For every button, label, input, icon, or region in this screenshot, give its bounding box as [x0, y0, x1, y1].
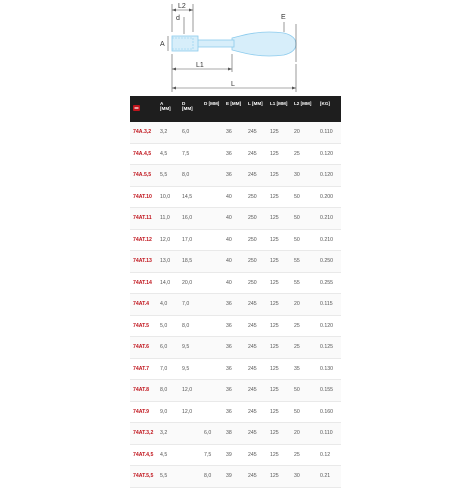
table-row [130, 359, 341, 381]
table-row [130, 402, 341, 424]
cell-col-ref[interactable]: 74A.3,2 [133, 129, 152, 135]
cell-col-l: 250 [248, 215, 257, 221]
cell-col-l: 245 [248, 365, 257, 372]
cell-col-a: 7,0 [160, 365, 168, 372]
facom-logo-icon [133, 105, 140, 111]
cell-col-e: 40 [226, 236, 232, 243]
header-col-l: L [MM] [248, 101, 263, 106]
cell-col-kg: 0.160 [320, 408, 333, 415]
table-row [130, 165, 341, 187]
cell-col-l1: 125 [270, 322, 279, 329]
cell-col-l: 245 [248, 150, 257, 157]
cell-col-a: 14,0 [160, 279, 171, 286]
handle-shape [232, 32, 296, 56]
cell-col-l2: 35 [294, 365, 300, 372]
cell-col-l1: 125 [270, 451, 279, 458]
cell-col-d: 12,0 [182, 387, 193, 393]
cell-col-l: 250 [248, 193, 257, 200]
label-l2: L2 [178, 3, 186, 10]
cell-col-a: 5,5 [160, 473, 168, 479]
table-header [130, 96, 341, 122]
cell-col-d: 7,0 [182, 301, 190, 307]
cell-col-a: 6,0 [160, 344, 168, 350]
cell-col-l: 245 [248, 322, 257, 329]
cell-col-l1: 125 [270, 215, 279, 221]
cell-col-kg: 0.110 [320, 129, 333, 135]
table-row [130, 273, 341, 295]
cell-col-l: 250 [248, 258, 257, 264]
label-e: E [281, 14, 286, 21]
cell-col-d-alt: 6,0 [204, 430, 212, 436]
cell-col-ref[interactable]: 74A.5,5 [133, 172, 152, 178]
cell-col-ref[interactable]: 74AT.8 [133, 387, 150, 393]
cell-col-l: 245 [248, 172, 257, 178]
cell-col-d: 14,5 [182, 193, 193, 200]
header-col-d-alt: D [MM] [204, 101, 220, 106]
cell-col-ref[interactable]: 74AT.9 [133, 408, 150, 415]
cell-col-kg: 0.210 [320, 236, 333, 243]
cell-col-l: 245 [248, 344, 257, 350]
cell-col-kg: 0.12 [320, 451, 331, 458]
cell-col-kg: 0.110 [320, 430, 333, 436]
cell-col-l: 245 [248, 473, 257, 479]
cell-col-a: 4,5 [160, 451, 168, 458]
cell-col-e: 39 [226, 451, 232, 458]
cell-col-a: 4,0 [160, 301, 168, 307]
cell-col-a: 3,2 [160, 129, 168, 135]
header-col-a: A [MM] [160, 101, 171, 112]
table-row [130, 122, 341, 144]
cell-col-l2: 25 [294, 150, 300, 157]
cell-col-l2: 30 [294, 172, 300, 178]
cell-col-l1: 125 [270, 365, 279, 372]
cell-col-l2: 20 [294, 430, 300, 436]
cell-col-a: 4,5 [160, 150, 168, 157]
cell-col-l1: 125 [270, 430, 279, 436]
cell-col-l2: 25 [294, 451, 300, 458]
cell-col-l1: 125 [270, 279, 279, 286]
cell-col-kg: 0.120 [320, 150, 333, 157]
cell-col-l2: 20 [294, 129, 300, 135]
cell-col-a: 5,0 [160, 322, 168, 329]
cell-col-ref[interactable]: 74A.4,5 [133, 150, 152, 157]
table-row [130, 423, 341, 445]
cell-col-d: 6,0 [182, 129, 190, 135]
cell-col-e: 36 [226, 150, 232, 157]
cell-col-l1: 125 [270, 172, 279, 178]
cell-col-l1: 125 [270, 258, 279, 264]
cell-col-a: 3,2 [160, 430, 168, 436]
cell-col-kg: 0.250 [320, 258, 333, 264]
cell-col-l2: 30 [294, 473, 300, 479]
cell-col-e: 40 [226, 258, 232, 264]
table-row [130, 208, 341, 230]
cell-col-e: 36 [226, 322, 232, 329]
cell-col-d-alt: 7,5 [204, 451, 212, 458]
label-d: d [176, 15, 180, 22]
cell-col-kg: 0.155 [320, 387, 333, 393]
cell-col-l: 250 [248, 236, 257, 243]
cell-col-l2: 25 [294, 322, 300, 329]
cell-col-a: 8,0 [160, 387, 168, 393]
label-a: A [160, 41, 165, 48]
cell-col-d: 18,5 [182, 258, 193, 264]
cell-col-ref[interactable]: 74AT.6 [133, 344, 150, 350]
cell-col-e: 36 [226, 129, 232, 135]
cell-col-a: 10,0 [160, 193, 171, 200]
header-col-e: E [MM] [226, 101, 242, 106]
cell-col-ref[interactable]: 74AT.11 [133, 215, 152, 221]
cell-col-ref[interactable]: 74AT.12 [133, 236, 152, 243]
cell-col-ref[interactable]: 74AT.10 [133, 193, 152, 200]
cell-col-d: 9,5 [182, 344, 190, 350]
cell-col-l2: 50 [294, 387, 300, 393]
table-row [130, 445, 341, 467]
cell-col-l2: 50 [294, 215, 300, 221]
cell-col-ref[interactable]: 74AT.4 [133, 301, 150, 307]
cell-col-ref[interactable]: 74AT.5 [133, 322, 150, 329]
table-row [130, 380, 341, 402]
cell-col-l1: 125 [270, 193, 279, 200]
cell-col-l1: 125 [270, 387, 279, 393]
cell-col-l1: 125 [270, 473, 279, 479]
cell-col-ref[interactable]: 74AT.7 [133, 365, 150, 372]
shaft-shape [196, 40, 234, 47]
cell-col-l2: 50 [294, 408, 300, 415]
table-row [130, 466, 341, 488]
header-col-l1: L1 [MM] [270, 101, 288, 106]
cell-col-d: 9,5 [182, 365, 190, 372]
cell-col-a: 12,0 [160, 236, 171, 243]
cell-col-l2: 20 [294, 301, 300, 307]
cell-col-kg: 0.120 [320, 172, 333, 178]
cell-col-d: 17,0 [182, 236, 193, 243]
cell-col-ref[interactable]: 74AT.13 [133, 258, 152, 264]
cell-col-d-alt: 8,0 [204, 473, 212, 479]
cell-col-e: 40 [226, 279, 232, 286]
cell-col-e: 38 [226, 430, 232, 436]
cell-col-l: 245 [248, 408, 257, 415]
cell-col-a: 9,0 [160, 408, 168, 415]
cell-col-e: 36 [226, 344, 232, 350]
cell-col-kg: 0.21 [320, 473, 331, 479]
cell-col-kg: 0.255 [320, 279, 333, 286]
header-col-d: D [MM] [182, 101, 193, 112]
cell-col-d: 20,0 [182, 279, 193, 286]
table-row [130, 144, 341, 166]
cell-col-l1: 125 [270, 408, 279, 415]
cell-col-l: 245 [248, 430, 257, 436]
table-row [130, 251, 341, 273]
cell-col-ref[interactable]: 74AT.14 [133, 279, 152, 286]
cell-col-kg: 0.200 [320, 193, 333, 200]
cell-col-l: 245 [248, 451, 257, 458]
label-l: L [231, 81, 235, 88]
cell-col-e: 40 [226, 215, 232, 221]
cell-col-e: 36 [226, 365, 232, 372]
header-col-l2: L2 [MM] [294, 101, 312, 106]
cell-col-d: 16,0 [182, 215, 193, 221]
cell-col-l: 245 [248, 387, 257, 393]
cell-col-l2: 25 [294, 344, 300, 350]
label-l1: L1 [196, 62, 204, 69]
table-row [130, 337, 341, 359]
cell-col-kg: 0.130 [320, 365, 333, 372]
cell-col-ref[interactable]: 74AT.4,5 [133, 451, 154, 458]
cell-col-e: 36 [226, 172, 232, 178]
cell-col-l2: 50 [294, 193, 300, 200]
cell-col-l2: 50 [294, 236, 300, 243]
cell-col-e: 39 [226, 473, 232, 479]
table-row [130, 187, 341, 209]
cell-col-e: 40 [226, 193, 232, 200]
header-col-kg: [KG] [320, 101, 330, 106]
cell-col-kg: 0.120 [320, 322, 333, 329]
cell-col-l: 245 [248, 301, 257, 307]
cell-col-l: 250 [248, 279, 257, 286]
cell-col-l1: 125 [270, 150, 279, 157]
table-row [130, 316, 341, 338]
cell-col-l1: 125 [270, 236, 279, 243]
cell-col-d: 12,0 [182, 408, 193, 415]
cell-col-l1: 125 [270, 344, 279, 350]
cell-col-l2: 55 [294, 279, 300, 286]
cell-col-kg: 0.115 [320, 301, 333, 307]
cell-col-l: 245 [248, 129, 257, 135]
cell-col-e: 36 [226, 301, 232, 307]
cell-col-a: 13,0 [160, 258, 171, 264]
cell-col-ref[interactable]: 74AT.5,5 [133, 473, 154, 479]
nut-driver-drawing [0, 0, 470, 96]
cell-col-a: 11,0 [160, 215, 170, 221]
tool-dimension-diagram [0, 0, 470, 96]
table-row [130, 230, 341, 252]
cell-col-d: 8,0 [182, 172, 190, 178]
cell-col-l1: 125 [270, 301, 279, 307]
table-row [130, 294, 341, 316]
cell-col-d: 8,0 [182, 322, 190, 329]
cell-col-e: 36 [226, 408, 232, 415]
cell-col-d: 7,5 [182, 150, 190, 157]
cell-col-l1: 125 [270, 129, 279, 135]
cell-col-a: 5,5 [160, 172, 168, 178]
cell-col-kg: 0.125 [320, 344, 333, 350]
cell-col-ref[interactable]: 74AT.3,2 [133, 430, 154, 436]
spec-table [130, 96, 341, 488]
cell-col-e: 36 [226, 387, 232, 393]
cell-col-l2: 55 [294, 258, 300, 264]
cell-col-kg: 0.210 [320, 215, 333, 221]
